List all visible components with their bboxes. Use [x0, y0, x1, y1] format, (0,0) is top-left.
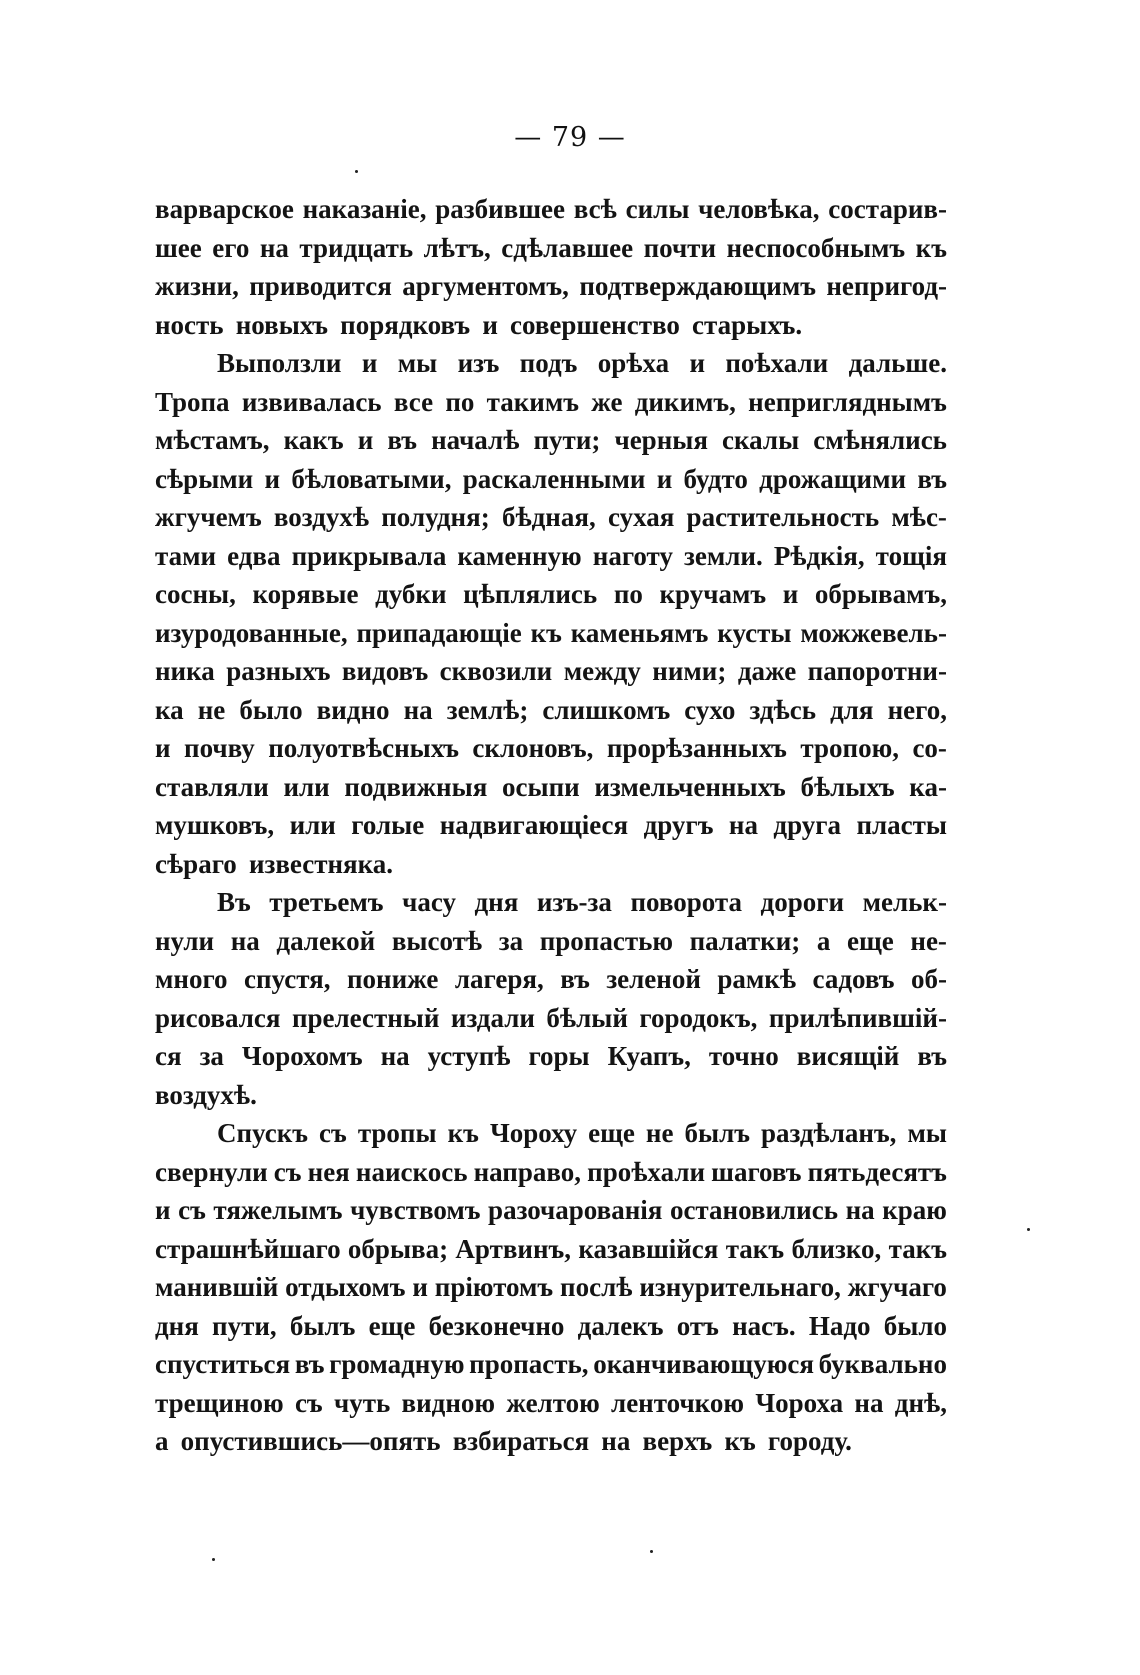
word: старыхъ.: [692, 309, 803, 340]
word: Артвинъ,: [455, 1233, 572, 1264]
word: пласты: [856, 810, 947, 840]
word: измельченныхъ: [594, 771, 786, 802]
word: поѣхали: [725, 348, 829, 378]
word: непригляднымъ: [748, 386, 947, 417]
word: не-: [910, 925, 947, 956]
word: и: [482, 309, 498, 340]
word: другъ: [643, 810, 714, 840]
word: варварское: [155, 194, 294, 224]
word: былъ: [289, 1310, 356, 1341]
word: раздѣланъ,: [761, 1118, 897, 1148]
word: лѣтъ,: [423, 232, 491, 263]
text-line: [155, 729, 947, 768]
word: растительность: [686, 502, 880, 532]
text-line: [155, 267, 947, 306]
word: же: [591, 386, 623, 417]
print-speck: [1027, 1228, 1030, 1231]
word: по: [613, 579, 643, 609]
word: на: [403, 694, 433, 725]
word: прелестный: [291, 1002, 440, 1033]
word: пониже: [346, 964, 439, 994]
word: тами: [155, 540, 217, 571]
text-line: [155, 537, 947, 576]
word: точно: [708, 1041, 779, 1071]
word: Чорохомъ: [241, 1041, 363, 1071]
word: сѣрыми: [155, 463, 254, 494]
word: изуродованные,: [155, 617, 348, 648]
word: Спускъ: [217, 1118, 309, 1148]
word: мушковъ,: [155, 810, 275, 840]
word: за: [199, 1041, 224, 1071]
text-line: [155, 1268, 947, 1307]
word: было: [883, 1310, 947, 1341]
word: известняка.: [248, 848, 394, 879]
word: громадную: [329, 1349, 465, 1379]
word: пропастью: [539, 925, 673, 956]
word: такъ: [725, 1233, 785, 1264]
word: много: [155, 964, 228, 994]
text-line: [155, 1345, 947, 1384]
word: въ: [294, 1349, 325, 1379]
word: бѣловатыми,: [291, 463, 452, 494]
word: издали: [450, 1002, 535, 1033]
text-line: [155, 1191, 947, 1230]
word: Въ: [217, 887, 251, 917]
word: друга: [773, 810, 841, 840]
word: рисовался: [155, 1002, 281, 1033]
word: об-: [910, 964, 947, 994]
word: разбившее: [435, 194, 566, 224]
word: краю: [882, 1195, 947, 1225]
word: разочарованія: [488, 1195, 663, 1225]
word: городокъ,: [639, 1002, 758, 1033]
word: къ: [447, 1118, 479, 1148]
word: городу.: [767, 1426, 852, 1456]
word: совершенство: [510, 309, 680, 340]
word: буквально: [818, 1349, 947, 1379]
word: на: [230, 925, 260, 956]
word: черныя: [614, 425, 708, 455]
word: третьемъ: [269, 887, 384, 917]
word: пути;: [533, 425, 601, 455]
word: направо,: [473, 1156, 582, 1187]
word: скалы: [722, 425, 800, 455]
word: и: [412, 1272, 428, 1302]
word: дикимъ,: [634, 386, 736, 417]
word: орѣха: [597, 348, 670, 378]
word: мы: [907, 1118, 947, 1148]
text-line: [155, 883, 947, 922]
word: цѣплялись: [463, 579, 598, 609]
word: корявые: [252, 579, 359, 609]
word: какъ: [283, 425, 344, 455]
text-line: [155, 768, 947, 807]
word: ка-: [909, 771, 947, 802]
word: лагеря,: [454, 964, 544, 994]
text-line: [155, 1153, 947, 1192]
word: каменную: [457, 540, 582, 571]
word: оканчивающуюся: [593, 1349, 814, 1379]
word: ка: [155, 694, 184, 725]
word: ность: [155, 309, 224, 340]
word: аргументомъ,: [402, 271, 569, 301]
word: манившій: [155, 1272, 279, 1302]
word: даже: [737, 656, 797, 686]
word: новыхъ: [235, 309, 328, 340]
word: еще: [847, 925, 894, 956]
word: Куапъ,: [607, 1041, 691, 1071]
text-line: [155, 999, 947, 1038]
word: и: [782, 579, 799, 609]
word: съ: [178, 1195, 206, 1225]
text-line: [155, 1307, 947, 1346]
word: пріютомъ: [434, 1272, 554, 1302]
word: кусты: [717, 617, 792, 648]
text-line: [155, 691, 947, 730]
word: осыпи: [502, 771, 580, 802]
word: него,: [887, 694, 947, 725]
word: пропасть,: [469, 1349, 589, 1379]
word: казавшійся: [578, 1233, 719, 1264]
word: не: [645, 1118, 674, 1148]
word: почву: [184, 733, 255, 763]
text-line: [155, 1230, 947, 1269]
text-line: [155, 460, 947, 499]
word: Надо: [808, 1310, 871, 1341]
text-line: [155, 383, 947, 422]
word: подтверждающимъ: [579, 271, 816, 301]
word: сѣраго: [155, 848, 237, 879]
word: разныхъ: [226, 656, 331, 686]
word: началѣ: [431, 425, 520, 455]
paragraph-2: [155, 344, 947, 883]
print-speck: [212, 1558, 215, 1561]
paragraph-4: [155, 1114, 947, 1461]
word: подвижныя: [344, 771, 488, 802]
word: полудня;: [381, 502, 490, 532]
word: на: [259, 232, 289, 263]
word: съ: [319, 1118, 347, 1148]
word: бѣлый: [546, 1002, 628, 1033]
word: ника: [155, 656, 215, 686]
word: Тропа: [155, 386, 230, 417]
word: подъ: [519, 348, 578, 378]
text-line: [155, 1384, 947, 1423]
word: насъ.: [732, 1310, 796, 1341]
page-number: — 79 —: [514, 122, 626, 153]
paragraph-1: [155, 190, 947, 344]
word: между: [563, 656, 641, 686]
word: наискось: [355, 1156, 468, 1187]
word: и: [357, 425, 374, 455]
text-line: [155, 575, 947, 614]
word: бѣдная,: [501, 502, 596, 532]
word: остановились: [669, 1195, 839, 1225]
word: воздухѣ: [273, 502, 370, 532]
word: поворота: [630, 887, 742, 917]
word: изъ: [457, 348, 500, 378]
text-line: [155, 652, 947, 691]
word: обрывамъ,: [814, 579, 947, 609]
word: кручамъ: [659, 579, 767, 609]
word: на: [601, 1426, 631, 1456]
word: чувствомъ: [350, 1195, 481, 1225]
word: жизни,: [155, 271, 239, 301]
word: такъ: [888, 1233, 947, 1264]
text-line: [155, 1114, 947, 1153]
word: каменьямъ: [570, 617, 709, 648]
word: ними;: [652, 656, 727, 686]
word: отъ: [676, 1310, 719, 1341]
word: видною: [401, 1387, 496, 1418]
word: извивалась: [241, 386, 382, 417]
word: желтою: [506, 1387, 600, 1418]
word: палатки;: [689, 925, 801, 956]
word: тропы: [357, 1118, 437, 1148]
word: садовъ: [812, 964, 895, 994]
text-line: [155, 498, 947, 537]
word: приводится: [249, 271, 392, 301]
word: и: [361, 348, 378, 378]
word: въ: [917, 1041, 947, 1071]
page-body-text: [155, 190, 947, 1461]
word: по: [445, 386, 475, 417]
word: папоротни-: [807, 656, 947, 686]
text-line: [155, 229, 947, 268]
word: сосны,: [155, 579, 236, 609]
word: такимъ: [486, 386, 579, 417]
word: не: [197, 694, 226, 725]
word: верхъ: [642, 1426, 713, 1456]
word: отдыхомъ: [285, 1272, 406, 1302]
word: нули: [155, 925, 215, 956]
word: безконечно: [428, 1310, 565, 1341]
word: сдѣлавшее: [501, 232, 634, 263]
print-speck: [650, 1550, 653, 1553]
word: сквозили: [439, 656, 553, 686]
word: порядковъ: [340, 309, 471, 340]
word: дня: [155, 1310, 199, 1341]
word: прорѣзанныхъ: [606, 733, 787, 763]
word: раскаленными: [462, 463, 646, 494]
word: и: [656, 463, 673, 494]
word: полуотвѣсныхъ: [268, 733, 459, 763]
word: или: [289, 810, 336, 840]
word: свернули: [155, 1156, 268, 1187]
word: наказаніе,: [302, 194, 427, 224]
word: пути,: [212, 1310, 277, 1341]
word: на: [380, 1041, 410, 1071]
word: чуть: [333, 1387, 391, 1418]
word: рамкѣ: [717, 964, 797, 994]
word: землѣ;: [446, 694, 529, 725]
word: къ: [915, 232, 947, 263]
word: еще: [368, 1310, 416, 1341]
word: припадающіе: [356, 617, 522, 648]
word: Чороха: [755, 1387, 844, 1418]
word: высотѣ: [391, 925, 483, 956]
word: мѣс-: [891, 502, 947, 532]
word: тощія: [875, 540, 947, 571]
text-line: [155, 190, 947, 229]
word: прикрывала: [291, 540, 447, 571]
word: днѣ,: [894, 1387, 947, 1418]
word: горы: [528, 1041, 590, 1071]
word: шее: [155, 232, 202, 263]
word: можжевель-: [800, 617, 947, 648]
word: былъ: [684, 1118, 750, 1148]
word: Чороху: [489, 1118, 578, 1148]
word: наготу: [592, 540, 673, 571]
word: далекой: [276, 925, 376, 956]
word: часу: [402, 887, 456, 917]
word: а: [816, 925, 831, 956]
text-line: [155, 344, 947, 383]
word: спуститься: [155, 1349, 291, 1379]
word: будто: [683, 463, 748, 494]
word: и: [155, 1195, 171, 1225]
word: обрыва;: [347, 1233, 449, 1264]
word: ся: [155, 1041, 182, 1071]
word: силы: [625, 194, 690, 224]
word: ставляли: [155, 771, 269, 802]
word: Выползли: [217, 348, 342, 378]
word: за: [498, 925, 524, 956]
word: дрожащими: [759, 463, 907, 494]
word: изъ-за: [536, 887, 612, 917]
text-line: [155, 306, 947, 345]
word: къ: [530, 617, 562, 648]
word: шаговъ: [711, 1156, 802, 1187]
word: зеленой: [606, 964, 701, 994]
word: смѣнялись: [813, 425, 947, 455]
word: висящій: [796, 1041, 900, 1071]
text-line: [155, 845, 947, 884]
text-line: [155, 614, 947, 653]
word: склоновъ,: [472, 733, 594, 763]
word: дороги: [760, 887, 845, 917]
word: мѣстамъ,: [155, 425, 270, 455]
word: изнурительнаго,: [639, 1272, 841, 1302]
word: со-: [912, 733, 947, 763]
word: воздухѣ.: [155, 1079, 257, 1110]
word: дальше.: [848, 348, 947, 378]
word: или: [283, 771, 330, 802]
word: бѣлыхъ: [800, 771, 895, 802]
word: съ: [273, 1156, 302, 1187]
word: неспособнымъ: [726, 232, 906, 263]
word: жгучаго: [847, 1272, 947, 1302]
word: страшнѣйшаго: [155, 1233, 341, 1264]
word: все: [393, 386, 434, 417]
word: видовъ: [341, 656, 429, 686]
word: сухо: [684, 694, 736, 725]
text-line: [155, 1037, 947, 1076]
word: для: [830, 694, 874, 725]
word: проѣхали: [587, 1156, 706, 1187]
word: тяжелымъ: [213, 1195, 343, 1225]
word: послѣ: [560, 1272, 633, 1302]
word: тридцать: [299, 232, 414, 263]
word: почти: [643, 232, 716, 263]
word: мы: [397, 348, 438, 378]
word: мельк-: [862, 887, 947, 917]
word: взбираться: [452, 1426, 590, 1456]
word: на: [728, 810, 758, 840]
word: въ: [917, 463, 947, 494]
text-line: [155, 960, 947, 999]
word: видно: [316, 694, 390, 725]
word: дня: [474, 887, 519, 917]
word: тропою,: [800, 733, 899, 763]
word: на: [854, 1387, 884, 1418]
word: опустившись—опять: [180, 1426, 441, 1456]
word: еще: [588, 1118, 635, 1148]
word: состарив-: [828, 194, 947, 224]
word: и: [689, 348, 706, 378]
word: пятьдесятъ: [807, 1156, 947, 1187]
word: уступѣ: [427, 1041, 511, 1071]
print-speck: [355, 170, 358, 173]
word: человѣка,: [698, 194, 820, 224]
word: жгучемъ: [155, 502, 262, 532]
word: въ: [560, 964, 590, 994]
word: нея: [307, 1156, 350, 1187]
word: въ: [387, 425, 418, 455]
word: съ: [294, 1387, 323, 1418]
word: слишкомъ: [542, 694, 671, 725]
word: на: [845, 1195, 875, 1225]
word: спустя,: [244, 964, 331, 994]
word: едва: [227, 540, 281, 571]
word: Рѣдкія,: [773, 540, 865, 571]
word: а: [155, 1426, 169, 1456]
word: дубки: [375, 579, 447, 609]
word: всѣ: [573, 194, 617, 224]
word: близко,: [791, 1233, 882, 1264]
word: и: [264, 463, 281, 494]
word: трещиною: [155, 1387, 284, 1418]
text-line: [155, 806, 947, 845]
paragraph-3: [155, 883, 947, 1114]
word: прилѣпившій-: [768, 1002, 947, 1033]
word: сухая: [607, 502, 675, 532]
word: и: [155, 733, 171, 763]
word: земли.: [684, 540, 763, 571]
text-line: [155, 421, 947, 460]
word: къ: [724, 1426, 756, 1456]
word: здѣсь: [749, 694, 816, 725]
word: голые: [351, 810, 425, 840]
text-line: [155, 1076, 947, 1115]
word: непригод-: [826, 271, 947, 301]
word: далекъ: [577, 1310, 664, 1341]
word: его: [212, 232, 250, 263]
word: было: [239, 694, 303, 725]
text-line: [155, 1422, 947, 1461]
word: надвигающіеся: [439, 810, 629, 840]
text-line: [155, 922, 947, 961]
word: ленточкою: [611, 1387, 745, 1418]
